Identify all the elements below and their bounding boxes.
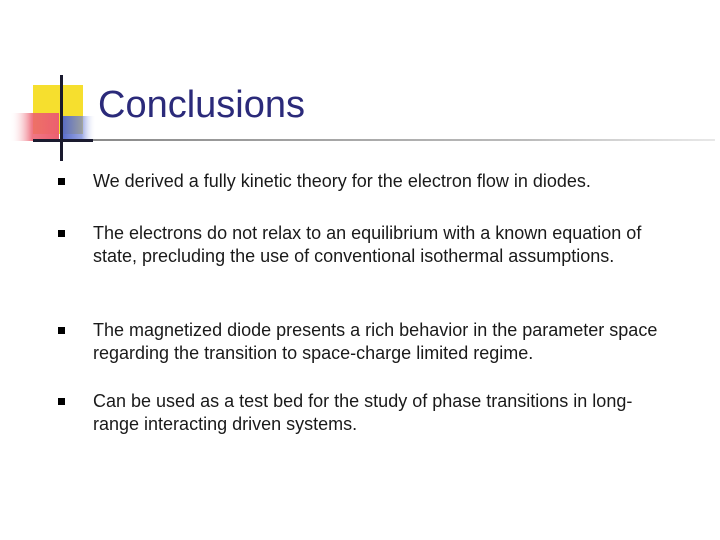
bullet-item [93,170,678,193]
title-rule [93,139,715,141]
bullet-text: We derived a fully kinetic theory for the electron flow in diodes. [93,171,591,191]
slide-title: Conclusions [98,84,305,126]
bullet-square-icon [58,398,65,405]
bullet-square-icon [58,178,65,185]
bullet-text: The magnetized diode presents a rich behavior in the parameter space regarding the transition to space-charge limited regime. [93,320,658,363]
bullet-item [93,319,678,365]
bullet-text: Can be used as a test bed for the study of phase transitions in long-range interacting driven systems. [93,391,633,434]
deco-blue-bar [60,116,96,140]
deco-horizontal-line [33,139,93,142]
bullet-square-icon [58,327,65,334]
deco-yellow-square [33,85,83,134]
deco-red-bar [10,113,59,141]
bullet-item [93,222,678,268]
bullet-square-icon [58,230,65,237]
bullet-text: The electrons do not relax to an equilibrium with a known equation of state, precluding the use of conventional isothermal assumptions. [93,223,642,266]
bullet-item [93,390,678,436]
deco-vertical-line [60,75,63,161]
